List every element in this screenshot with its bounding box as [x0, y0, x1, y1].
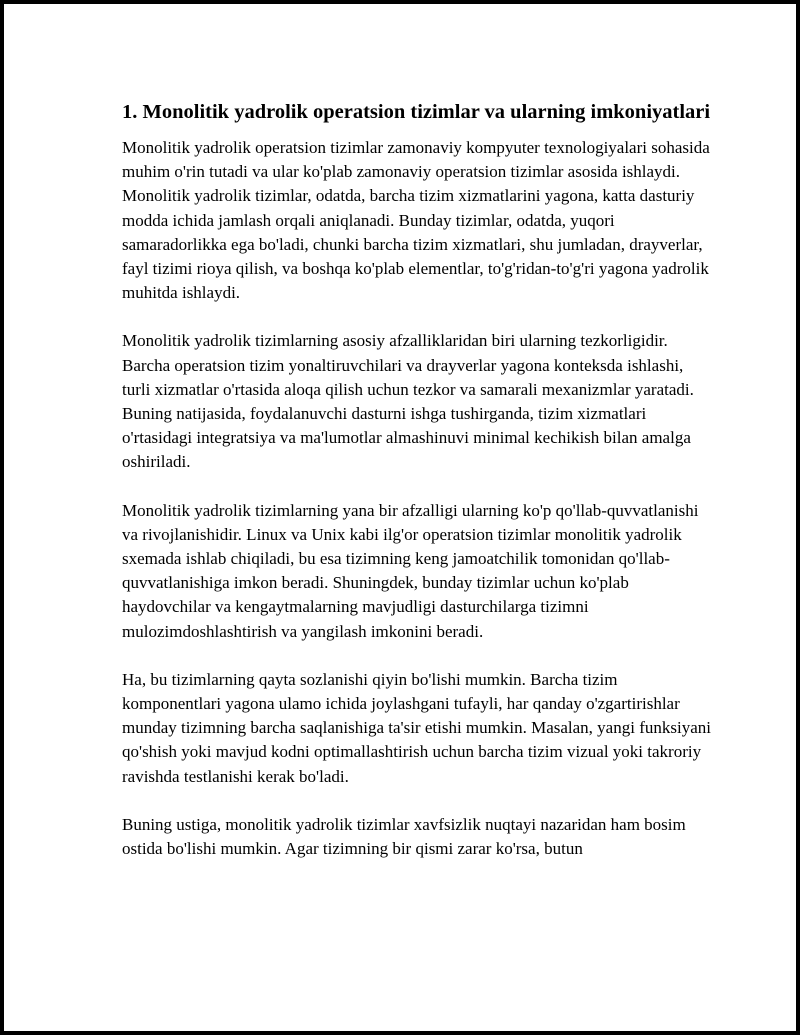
paragraph: Monolitik yadrolik operatsion tizimlar zamonaviy kompyuter texnologiyalari sohasida muhim o'rin tutadi va ular ko'plab zamonaviy operatsion tizimlar asosida ishlaydi. Monolitik yadrolik tizimlar, odatda, barcha tizim xizmatlarini yagona, katta dasturiy modda ichida jamlash orqali aniqlanadi. Bunday tizimlar, odatda, yuqori samaradorlikka ega bo'ladi, chunki barcha tizim xizmatlari, shu jumladan, drayverlar, fayl tizimi rioya qilish, va boshqa ko'plab elementlar, to'g'ridan-to'g'ri yagona yadrolik muhitda ishlaydi.	[122, 138, 710, 303]
section-heading: 1. Monolitik yadrolik operatsion tizimlar va ularning imkoniyatlari	[122, 101, 711, 123]
document-body	[122, 98, 712, 861]
paragraph: Buning ustiga, monolitik yadrolik tizimlar xavfsizlik nuqtayi nazaridan ham bosim ostida bo'lishi mumkin. Agar tizimning bir qismi zarar ko'rsa, butun	[122, 814, 686, 859]
paragraph: Ha, bu tizimlarning qayta sozlanishi qiyin bo'lishi mumkin. Barcha tizim komponentlari yagona ulamo ichida joylashgani tufayli, har qanday o'zgartirishlar munday tizimning barcha saqlanishiga ta'sir etishi mumkin. Masalan, yangi funksiyani qo'shish yoki mavjud kodni optimallashtirish uchun barcha tizim vizual yoki takroriy ravishda testlanishi kerak bo'ladi.	[122, 669, 711, 786]
paragraph: Monolitik yadrolik tizimlarning yana bir afzalligi ularning ko'p qo'llab-quvvatlanishi va rivojlanishidir. Linux va Unix kabi ilg'or operatsion tizimlar monolitik yadrolik sxemada ishlab chiqiladi, bu esa tizimning keng jamoatchilik tomonidan qo'llab-quvvatlanishiga imkon beradi. Shuningdek, bunday tizimlar uchun ko'plab haydovchilar va kengaytmalarning mavjudligi dasturchilarga tizimni mulozimdoshlashtirish va yangilash imkonini beradi.	[122, 500, 699, 641]
paragraph: Monolitik yadrolik tizimlarning asosiy afzalliklaridan biri ularning tezkorligidir. Barcha operatsion tizim yonaltiruvchilari va drayverlar yagona konteksda ishlashi, turli xizmatlar o'rtasida aloqa qilish uchun tezkor va samarali mexanizmlar yaratadi. Buning natijasida, foydalanuvchi dasturni ishga tushirganda, tizim xizmatlari o'rtasidagi integratsiya va ma'lumotlar almashinuvi minimal kechikish bilan amalga oshiriladi.	[122, 331, 694, 472]
